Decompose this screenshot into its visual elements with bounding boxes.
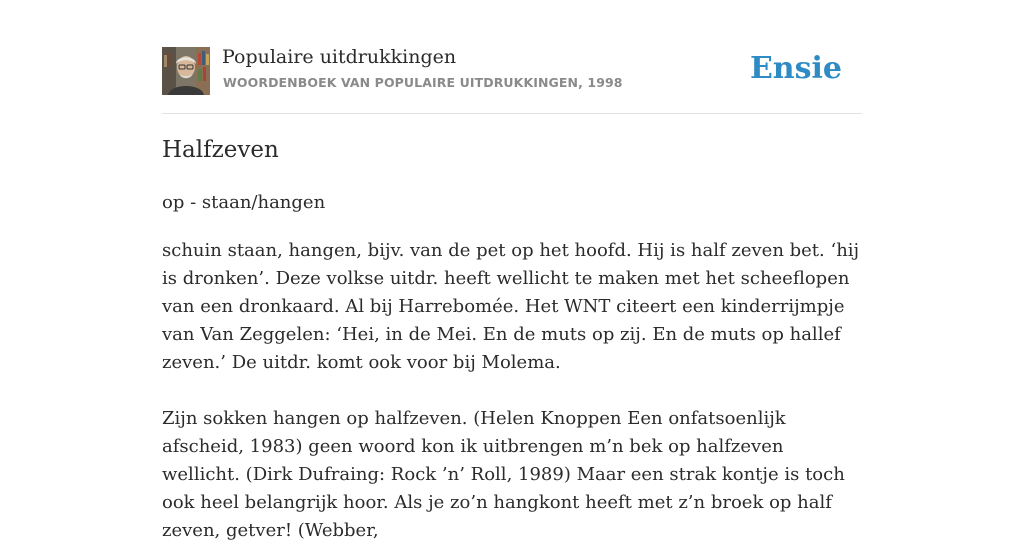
entry-paragraph: schuin staan, hangen, bijv. van de pet op het hoofd. Hij is half zeven bet. ‘hij is dronken’. Deze volkse uitdr. heeft wellicht te maken met het scheeflopen van een dronkaard. Al bij Harrebomée. Het WNT citeert een kinderrijmpje van Van Zeggelen: ‘Hei, in de Mei. En de muts op zij. En de muts op hallef zeven.’ De uitdr. komt ook voor bij Molema.: [162, 240, 860, 373]
ensie-logo[interactable]: Ensie: [749, 51, 842, 86]
source-subtitle[interactable]: WOORDENBOEK VAN POPULAIRE UITDRUKKINGEN, 1998: [223, 75, 623, 90]
entry-body: [162, 237, 862, 545]
entry-paragraph: Zijn sokken hangen op halfzeven. (Helen Knoppen Een onfatsoenlijk afscheid, 1983) geen woord kon ik uitbrengen m’n bek op halfzeven wellicht. (Dirk Dufraing: Rock ’n’ Roll, 1989) Maar een strak kontje is toch ook heel belangrijk hoor. Als je zo’n hangkont heeft met z’n broek op half zeven, getver! (Webber,: [162, 408, 845, 541]
entry-title: Halfzeven: [162, 137, 279, 163]
header-divider: [162, 113, 862, 114]
avatar[interactable]: [162, 47, 210, 95]
source-header: [162, 46, 862, 96]
author-portrait-icon: [162, 47, 210, 95]
source-title[interactable]: Populaire uitdrukkingen: [222, 46, 457, 68]
entry-keywords: op - staan/hangen: [162, 192, 326, 213]
